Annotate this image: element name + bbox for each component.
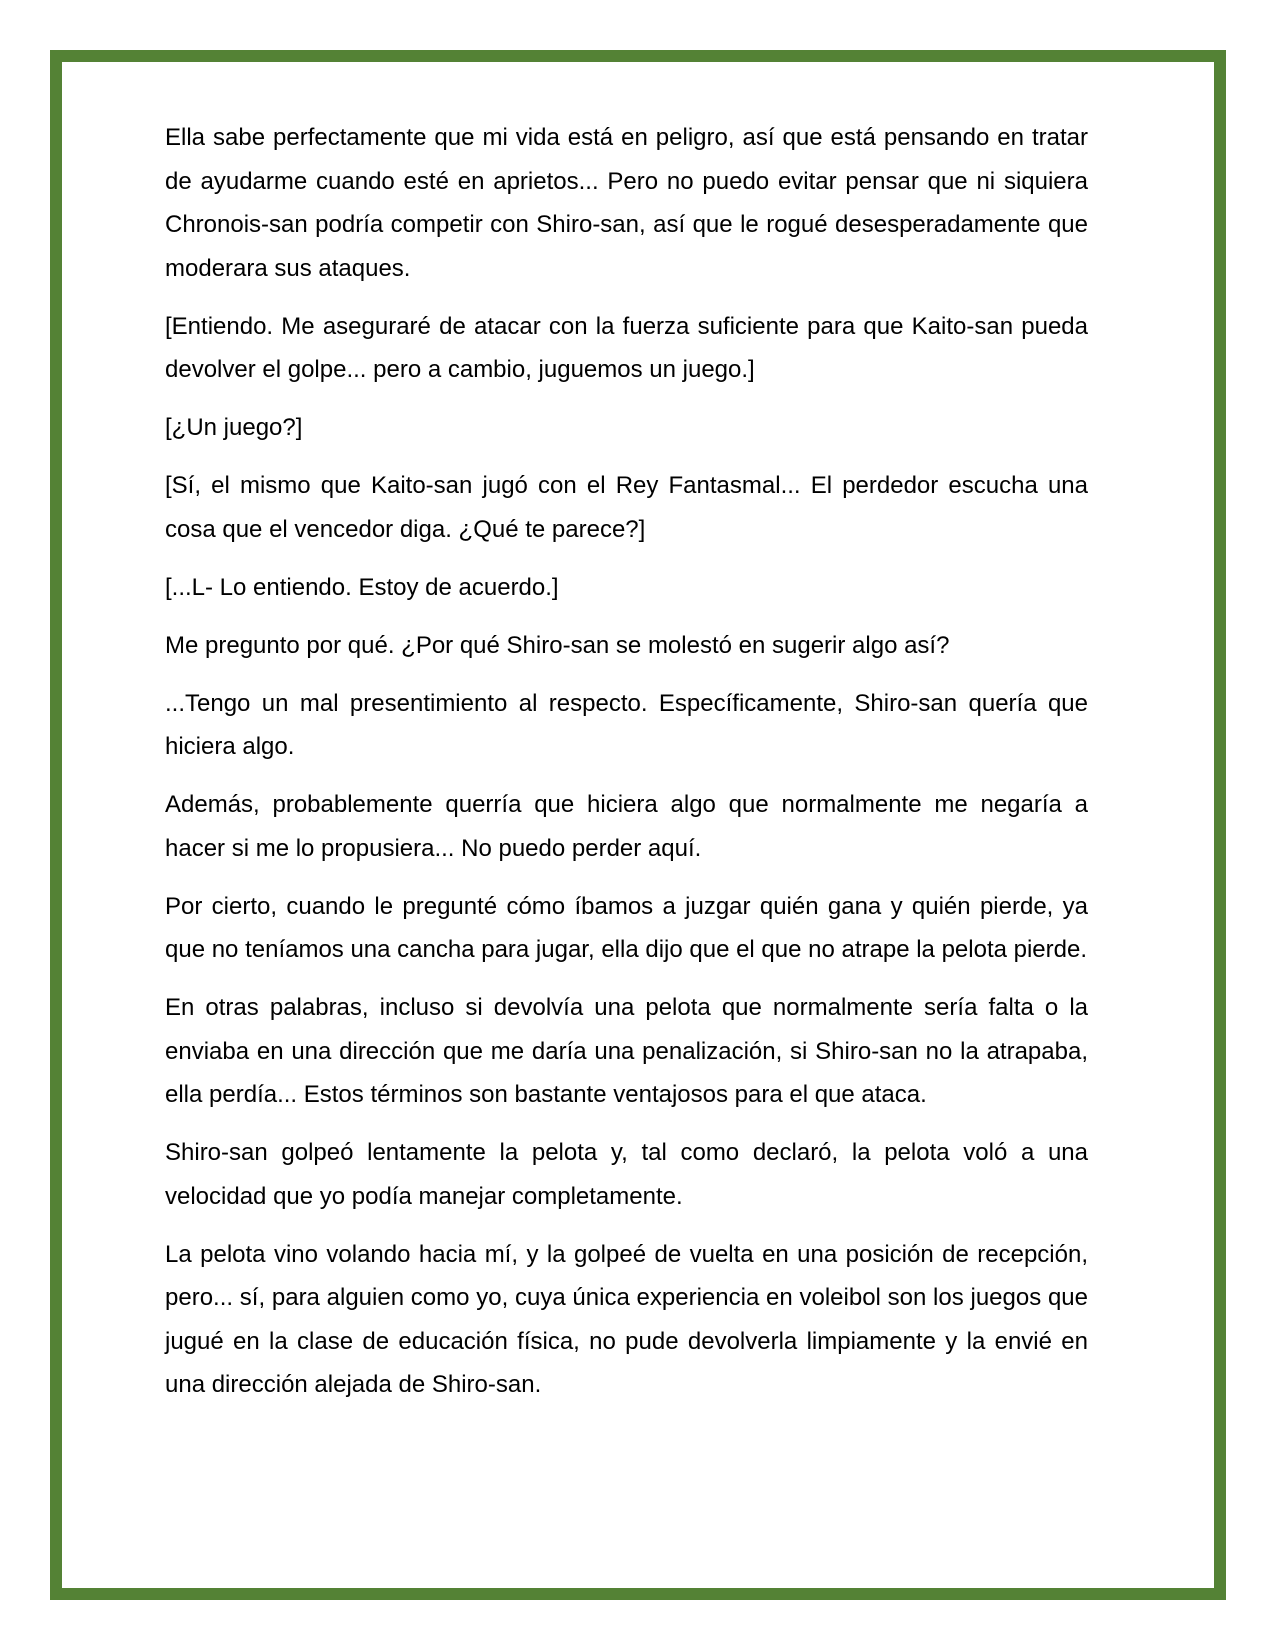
paragraph-8: Además, probablemente querría que hiciera algo que normalmente me negaría a hacer si me lo propusiera... No puedo perder aquí. — [165, 791, 1088, 862]
paragraph-9: Por cierto, cuando le pregunté cómo íbamos a juzgar quién gana y quién pierde, ya que no teníamos una cancha para jugar, ella dijo que el que no atrape la pelota pierde. — [165, 892, 1088, 963]
paragraph-7: ...Tengo un mal presentimiento al respecto. Específicamente, Shiro-san quería que hiciera algo. — [165, 689, 1088, 760]
paragraph-12: La pelota vino volando hacia mí, y la golpeé de vuelta en una posición de recepción, pero... sí, para alguien como yo, cuya única experiencia en voleibol son los juegos que jugué en la clase de educación física, no pude devolverla limpiamente y la envié en una dirección alejada de Shiro-san. — [165, 1240, 1088, 1398]
paragraph-2: [Entiendo. Me aseguraré de atacar con la fuerza suficiente para que Kaito-san pueda devolver el golpe... pero a cambio, juguemos un juego.] — [165, 312, 1088, 383]
paragraph-5: [...L- Lo entiendo. Estoy de acuerdo.] — [165, 573, 559, 601]
paragraph-1: Ella sabe perfectamente que mi vida está en peligro, así que está pensando en tratar de ayudarme cuando esté en aprietos... Pero no puedo evitar pensar que ni siquiera Chronois-san podría competir con Shiro-san, así que le rogué desesperadamente que moderara sus ataques. — [165, 124, 1088, 282]
paragraph-4: [Sí, el mismo que Kaito-san jugó con el Rey Fantasmal... El perdedor escucha una cosa que el vencedor diga. ¿Qué te parece?] — [165, 472, 1088, 543]
document-body — [165, 116, 1088, 1421]
paragraph-10: En otras palabras, incluso si devolvía una pelota que normalmente sería falta o la enviaba en una dirección que me daría una penalización, si Shiro-san no la atrapaba, ella perdía... Estos términos son bastante ventajosos para el que ataca. — [165, 994, 1088, 1108]
paragraph-11: Shiro-san golpeó lentamente la pelota y, tal como declaró, la pelota voló a una velocidad que yo podía manejar completamente. — [165, 1139, 1088, 1210]
paragraph-6: Me pregunto por qué. ¿Por qué Shiro-san se molestó en sugerir algo así? — [165, 631, 950, 659]
paragraph-3: [¿Un juego?] — [165, 414, 303, 441]
